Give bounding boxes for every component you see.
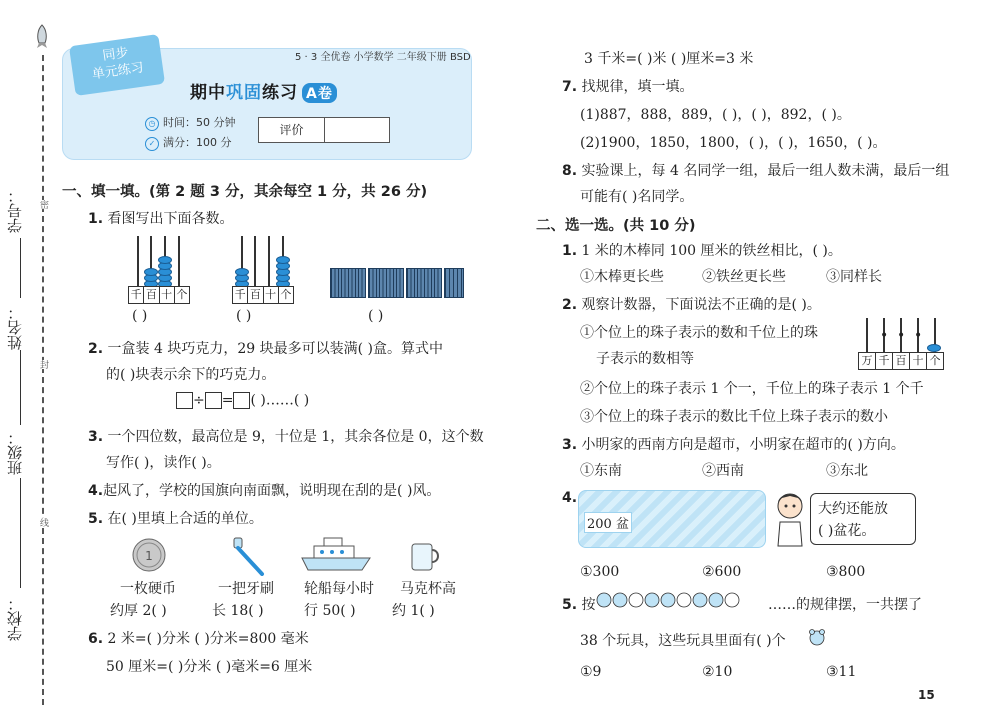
check-icon: ✓ (145, 137, 159, 151)
question-7-2: (2)1900，1850，1800，( )，( )，1650，( )。 (580, 135, 887, 151)
question-3-line1: 一个四位数，最高位是 9，十位是 1，其余各位是 0，这个数 (107, 429, 484, 445)
boy-image (770, 490, 810, 552)
thousand-cube-1 (330, 268, 366, 298)
div-sign: ÷ (193, 392, 205, 409)
choice-1-opt-a[interactable]: ①木棒更长些 (580, 269, 664, 285)
choice-2-opt-a-line2: 子表示的数相等 (596, 351, 694, 367)
question-6: 6. 2 米=( )分米 ( )分米=800 毫米 (88, 631, 309, 647)
page-number: 15 (918, 688, 935, 702)
choice-5: 5. 按 (562, 597, 596, 613)
binding-dashed-line (42, 55, 44, 705)
question-2-line2: 的( )块表示余下的巧克力。 (106, 367, 276, 383)
score-info (145, 134, 232, 151)
ten-rods (444, 268, 464, 298)
abacus3-col-hundreds: 百 (893, 353, 910, 369)
question-3: 3. 一个四位数，最高位是 9，十位是 1，其余各位是 0，这个数 (88, 429, 484, 445)
item-4-line1: 马克杯高 (400, 581, 456, 597)
abacus-1 (128, 236, 190, 304)
student-id-line (20, 238, 21, 298)
abacus3-col-ten-thousands: 万 (859, 353, 876, 369)
abacus2-col-tens: 十 (264, 287, 279, 303)
choice-3-opt-b[interactable]: ②西南 (702, 463, 744, 479)
speech-line2: ( )盆花。 (818, 523, 876, 539)
abacus3-col-ones: 个 (929, 354, 941, 367)
evaluation-label: 评价 (259, 118, 325, 142)
seal-word-1: 密 (38, 200, 48, 209)
abacus-col-thousands: 千 (129, 287, 144, 303)
choice-1-opt-b[interactable]: ②铁丝更长些 (702, 269, 786, 285)
toy-pattern (596, 590, 766, 610)
answer-blank-2[interactable]: ( ) (236, 308, 252, 324)
abacus3-col-tens: 十 (910, 353, 927, 369)
evaluation-box[interactable] (258, 117, 390, 143)
unit-badge-line2: 单元练习 (91, 60, 145, 83)
choice-4-opt-b[interactable]: ②600 (702, 564, 742, 580)
abacus-col-tens: 十 (160, 287, 175, 303)
abacus3-col-thousands: 千 (876, 353, 893, 369)
title-part-2: 巩固 (226, 83, 262, 103)
question-7: 7. 找规律，填一填。 (562, 79, 694, 95)
toy-bear-icon (808, 628, 826, 650)
blank-square-3[interactable] (233, 392, 250, 409)
thousand-cube-3 (406, 268, 442, 298)
question-5: 5. 在( )里填上合适的单位。 (88, 511, 263, 527)
item-1-line2: 约厚 2( ) (110, 603, 167, 619)
thousand-cube-2 (368, 268, 404, 298)
unit-badge-line1: 同步 (101, 45, 130, 64)
question-7-text: 找规律，填一填。 (581, 79, 694, 95)
bead-dot-3: • (914, 328, 923, 344)
item-4-line2: 约 1( ) (392, 603, 435, 619)
choice-5-pre: 按 (581, 597, 596, 613)
answer-blank-1[interactable]: ( ) (132, 308, 148, 324)
question-2-line1: 一盒装 4 块巧克力，29 块最多可以装满( )盒。算式中 (107, 341, 443, 357)
blank-square-1[interactable] (176, 392, 193, 409)
toothbrush-image (228, 536, 268, 580)
banner-label: 200 盆 (584, 512, 632, 533)
choice-5-post: ……的规律摆，一共摆了 (768, 597, 922, 613)
version-badge: A卷 (302, 83, 337, 103)
abacus-col-hundreds: 百 (144, 287, 159, 303)
question-1-text: 看图写出下面各数。 (107, 211, 234, 227)
choice-5-line2: 38 个玩具，这些玩具里面有( )个 (580, 633, 786, 649)
seal-word-2: 封 (38, 360, 48, 369)
question-4-text: 起风了，学校的国旗向南面飘，说明现在刮的是( )风。 (103, 483, 441, 499)
question-8-line2: 可能有( )名同学。 (580, 189, 694, 205)
equation-row (176, 392, 309, 409)
coin-number: 1 (145, 549, 153, 563)
choice-5-opt-c[interactable]: ③11 (826, 664, 857, 680)
rocket-icon (34, 24, 50, 50)
section-1-heading: 一、填一填。(第 2 题 3 分，其余每空 1 分，共 26 分) (62, 184, 428, 200)
abacus2-col-hundreds: 百 (248, 287, 263, 303)
choice-2-opt-c[interactable]: ③个位上的珠子表示的数比千位上珠子表示的数小 (580, 409, 888, 425)
choice-5-opt-a[interactable]: ①9 (580, 664, 602, 680)
choice-3-opt-c[interactable]: ③东北 (826, 463, 868, 479)
question-6-line2: 50 厘米=( )分米 ( )毫米=6 厘米 (106, 659, 313, 675)
choice-2-opt-a-line1[interactable]: ①个位上的珠子表示的数和千位上的珠 (580, 325, 818, 341)
abacus-2 (232, 236, 294, 304)
choice-5-opt-b[interactable]: ②10 (702, 664, 733, 680)
item-2-line1: 一把牙刷 (218, 581, 274, 597)
question-8: 8. 实验课上，每 4 名同学一组，最后一组人数未满，最后一组 (562, 163, 950, 179)
series-info: 5 · 3 全优卷 小学数学 二年级下册 BSD (295, 52, 471, 63)
bead-dot-2: • (897, 328, 906, 344)
choice-1-text: 1 米的木棒同 100 厘米的铁丝相比，( )。 (581, 243, 842, 259)
student-id-label: 学号： (6, 188, 24, 233)
page-title (190, 78, 337, 103)
time-text: 时间：50 分钟 (163, 116, 236, 129)
choice-1-opt-c[interactable]: ③同样长 (826, 269, 882, 285)
choice-4-opt-c[interactable]: ③800 (826, 564, 866, 580)
item-3-line1: 轮船每小时 (304, 581, 374, 597)
school-label: 学校： (6, 596, 24, 641)
abacus2-col-thousands: 千 (233, 287, 248, 303)
title-part-3: 练习 (262, 83, 298, 103)
choice-4-number: 4. (562, 490, 578, 506)
item-2-line2: 长 18( ) (212, 603, 264, 619)
item-1-line1: 一枚硬币 (120, 581, 176, 597)
choice-1: 1. 1 米的木棒同 100 厘米的铁丝相比，( )。 (562, 243, 842, 259)
time-info (145, 114, 236, 131)
abacus-3 (858, 318, 944, 370)
blank-square-2[interactable] (205, 392, 222, 409)
question-3-line2: 写作( )，读作( )。 (106, 455, 221, 471)
choice-2: 2. 观察计数器，下面说法不正确的是( )。 (562, 297, 821, 313)
eq-sign: = (221, 392, 234, 409)
ship-image (300, 534, 374, 578)
choice-3-opt-a[interactable]: ①东南 (580, 463, 622, 479)
clock-icon: ◷ (145, 117, 159, 131)
question-4: 4.起风了，学校的国旗向南面飘，说明现在刮的是( )风。 (88, 483, 441, 499)
question-7-1: (1)887，888，889，( )，( )，892，( )。 (580, 107, 851, 123)
class-line (20, 478, 21, 588)
coin-image (132, 538, 166, 576)
name-line (20, 350, 21, 425)
answer-blank-3[interactable]: ( ) (368, 308, 384, 324)
name-label: 姓名： (6, 305, 24, 350)
choice-2-opt-b[interactable]: ②个位上的珠子表示 1 个一，千位上的珠子表示 1 个千 (580, 381, 924, 397)
section-2-heading: 二、选一选。(共 10 分) (536, 218, 696, 234)
item-3-line2: 行 50( ) (304, 603, 356, 619)
mug-image (408, 538, 444, 578)
choice-4-opt-a[interactable]: ①300 (580, 564, 620, 580)
seal-word-3: 线 (38, 518, 48, 527)
quotient-remainder: ( )……( ) (250, 392, 310, 409)
question-6-line1: 2 米=( )分米 ( )分米=800 毫米 (107, 631, 309, 647)
bead-dot-1: • (880, 328, 889, 344)
choice-3: 3. 小明家的西南方向是超市，小明家在超市的( )方向。 (562, 437, 905, 453)
question-5-text: 在( )里填上合适的单位。 (107, 511, 263, 527)
question-2: 2. 一盒装 4 块巧克力，29 块最多可以装满( )盒。算式中 (88, 341, 443, 357)
choice-2-text: 观察计数器，下面说法不正确的是( )。 (581, 297, 821, 313)
score-text: 满分：100 分 (163, 136, 232, 149)
question-8-line1: 实验课上，每 4 名同学一组，最后一组人数未满，最后一组 (581, 163, 950, 179)
title-part-1: 期中 (190, 83, 226, 103)
choice-3-text: 小明家的西南方向是超市，小明家在超市的( )方向。 (581, 437, 905, 453)
class-label: 班级： (6, 430, 24, 475)
speech-line1: 大约还能放 (818, 501, 888, 517)
abacus2-col-ones: 个 (280, 288, 292, 301)
q6-continued: 3 千米=( )米 ( )厘米=3 米 (584, 51, 754, 67)
question-1: 1. 看图写出下面各数。 (88, 211, 234, 227)
abacus-col-ones: 个 (176, 288, 188, 301)
